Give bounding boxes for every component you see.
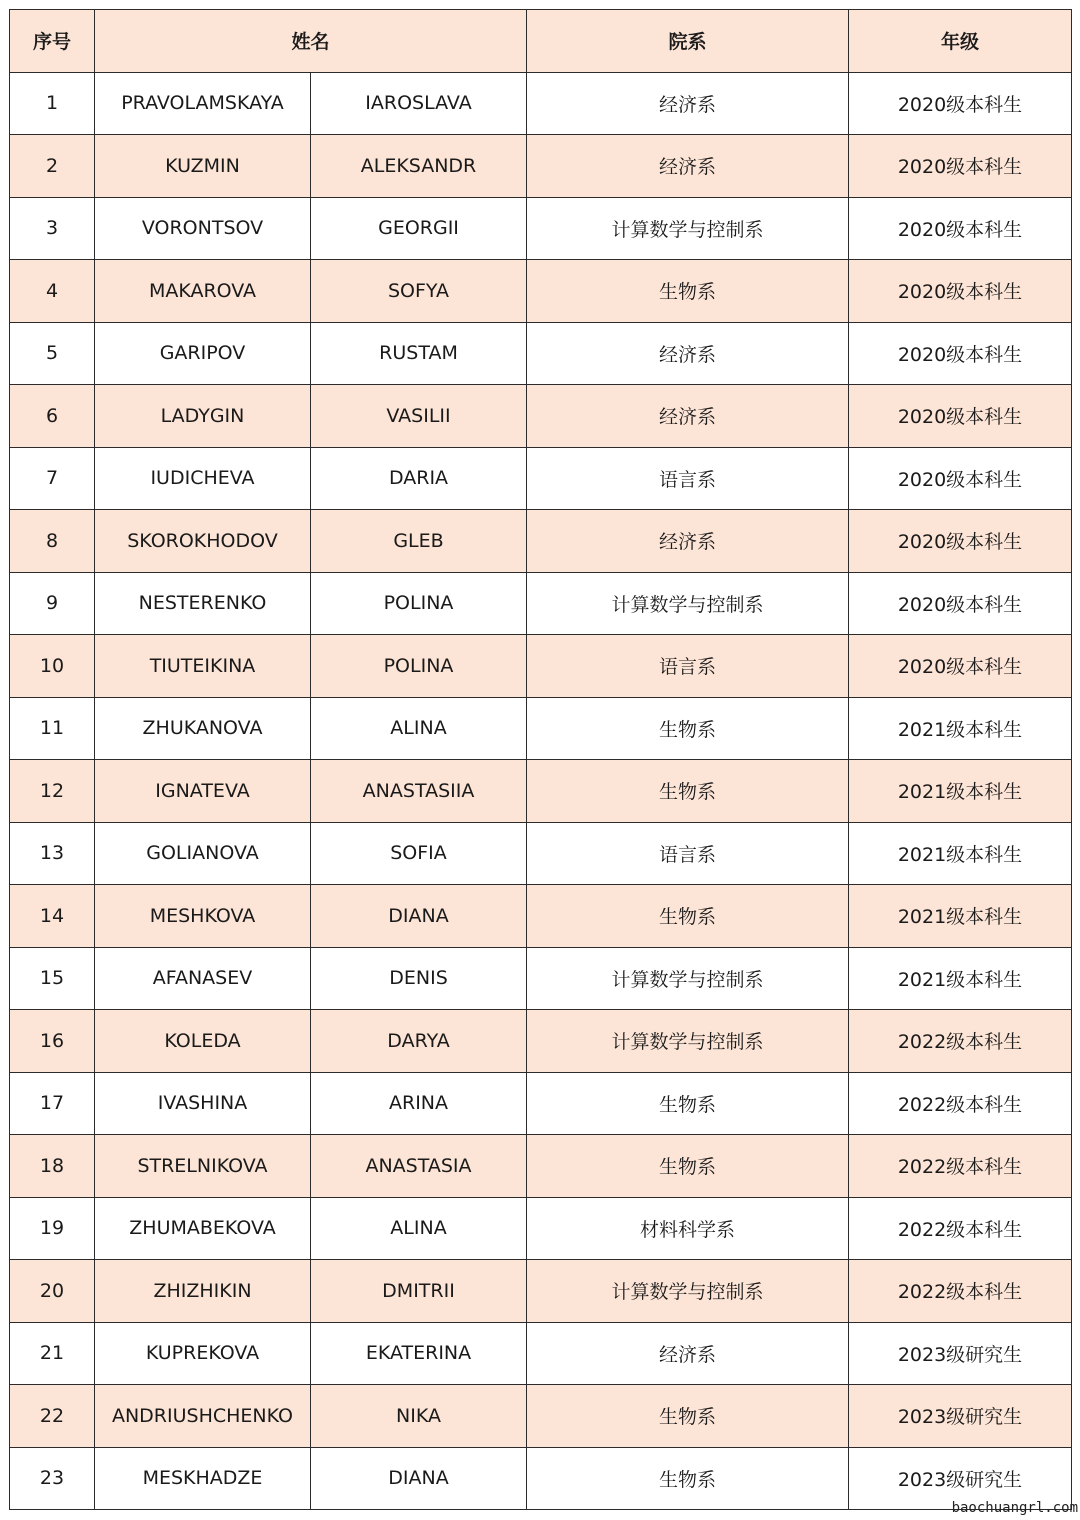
- cell-index: 14: [10, 885, 95, 948]
- table-row: [10, 885, 1072, 948]
- table-row: [10, 510, 1072, 573]
- cell-surname: GARIPOV: [95, 322, 311, 385]
- cell-index: 15: [10, 947, 95, 1010]
- cell-surname: VORONTSOV: [95, 197, 311, 260]
- cell-grade: 2023级研究生: [849, 1447, 1072, 1510]
- cell-department: 生物系: [527, 1135, 849, 1198]
- cell-surname: IUDICHEVA: [95, 447, 311, 510]
- table-row: [10, 947, 1072, 1010]
- cell-index: 4: [10, 260, 95, 323]
- cell-surname: IVASHINA: [95, 1072, 311, 1135]
- cell-index: 3: [10, 197, 95, 260]
- cell-given-name: ALINA: [311, 1197, 527, 1260]
- cell-index: 2: [10, 135, 95, 198]
- cell-department: 经济系: [527, 510, 849, 573]
- cell-given-name: ALEKSANDR: [311, 135, 527, 198]
- cell-grade: 2022级本科生: [849, 1072, 1072, 1135]
- table-row: [10, 1072, 1072, 1135]
- student-roster-table: [9, 9, 1072, 1510]
- table-row: [10, 760, 1072, 823]
- table-row: [10, 822, 1072, 885]
- cell-given-name: DIANA: [311, 1447, 527, 1510]
- cell-department: 经济系: [527, 72, 849, 135]
- cell-department: 经济系: [527, 1322, 849, 1385]
- cell-surname: LADYGIN: [95, 385, 311, 448]
- table-row: [10, 1260, 1072, 1323]
- cell-index: 11: [10, 697, 95, 760]
- cell-grade: 2020级本科生: [849, 72, 1072, 135]
- cell-grade: 2020级本科生: [849, 260, 1072, 323]
- cell-given-name: IAROSLAVA: [311, 72, 527, 135]
- cell-grade: 2021级本科生: [849, 760, 1072, 823]
- cell-grade: 2021级本科生: [849, 885, 1072, 948]
- cell-grade: 2021级本科生: [849, 947, 1072, 1010]
- cell-grade: 2021级本科生: [849, 822, 1072, 885]
- cell-grade: 2020级本科生: [849, 447, 1072, 510]
- cell-surname: KUPREKOVA: [95, 1322, 311, 1385]
- cell-index: 17: [10, 1072, 95, 1135]
- cell-surname: ZHUKANOVA: [95, 697, 311, 760]
- cell-given-name: DMITRII: [311, 1260, 527, 1323]
- table-row: [10, 1322, 1072, 1385]
- cell-given-name: DENIS: [311, 947, 527, 1010]
- cell-given-name: GLEB: [311, 510, 527, 573]
- cell-surname: ZHIZHIKIN: [95, 1260, 311, 1323]
- cell-department: 语言系: [527, 635, 849, 698]
- cell-surname: MESHKOVA: [95, 885, 311, 948]
- cell-department: 生物系: [527, 1385, 849, 1448]
- cell-grade: 2022级本科生: [849, 1135, 1072, 1198]
- cell-given-name: ALINA: [311, 697, 527, 760]
- cell-surname: ANDRIUSHCHENKO: [95, 1385, 311, 1448]
- cell-given-name: VASILII: [311, 385, 527, 448]
- cell-grade: 2022级本科生: [849, 1260, 1072, 1323]
- cell-surname: STRELNIKOVA: [95, 1135, 311, 1198]
- cell-grade: 2022级本科生: [849, 1197, 1072, 1260]
- cell-department: 语言系: [527, 822, 849, 885]
- table-header: [10, 10, 1072, 73]
- cell-index: 19: [10, 1197, 95, 1260]
- cell-given-name: ANASTASIA: [311, 1135, 527, 1198]
- cell-surname: ZHUMABEKOVA: [95, 1197, 311, 1260]
- header-index: 序号: [10, 10, 95, 73]
- cell-index: 16: [10, 1010, 95, 1073]
- cell-department: 计算数学与控制系: [527, 572, 849, 635]
- cell-index: 22: [10, 1385, 95, 1448]
- table-row: [10, 635, 1072, 698]
- header-name: 姓名: [95, 10, 527, 73]
- watermark: baochuangrl.com: [951, 1500, 1078, 1516]
- table-row: [10, 1197, 1072, 1260]
- cell-given-name: POLINA: [311, 635, 527, 698]
- table-row: [10, 1385, 1072, 1448]
- cell-surname: MESKHADZE: [95, 1447, 311, 1510]
- cell-surname: NESTERENKO: [95, 572, 311, 635]
- cell-index: 21: [10, 1322, 95, 1385]
- cell-index: 13: [10, 822, 95, 885]
- cell-given-name: GEORGII: [311, 197, 527, 260]
- header-department: 院系: [527, 10, 849, 73]
- cell-department: 生物系: [527, 260, 849, 323]
- cell-department: 生物系: [527, 1447, 849, 1510]
- cell-surname: KUZMIN: [95, 135, 311, 198]
- cell-department: 计算数学与控制系: [527, 947, 849, 1010]
- cell-department: 经济系: [527, 322, 849, 385]
- cell-grade: 2022级本科生: [849, 1010, 1072, 1073]
- cell-index: 5: [10, 322, 95, 385]
- cell-index: 7: [10, 447, 95, 510]
- cell-surname: MAKAROVA: [95, 260, 311, 323]
- cell-index: 8: [10, 510, 95, 573]
- cell-surname: SKOROKHODOV: [95, 510, 311, 573]
- header-row: [10, 10, 1072, 73]
- cell-given-name: DARYA: [311, 1010, 527, 1073]
- cell-surname: IGNATEVA: [95, 760, 311, 823]
- cell-department: 经济系: [527, 385, 849, 448]
- cell-grade: 2023级研究生: [849, 1322, 1072, 1385]
- cell-index: 18: [10, 1135, 95, 1198]
- cell-given-name: EKATERINA: [311, 1322, 527, 1385]
- cell-grade: 2020级本科生: [849, 197, 1072, 260]
- cell-given-name: SOFIA: [311, 822, 527, 885]
- cell-department: 计算数学与控制系: [527, 197, 849, 260]
- cell-department: 生物系: [527, 760, 849, 823]
- cell-department: 经济系: [527, 135, 849, 198]
- cell-index: 23: [10, 1447, 95, 1510]
- table-row: [10, 197, 1072, 260]
- cell-given-name: DARIA: [311, 447, 527, 510]
- cell-given-name: ARINA: [311, 1072, 527, 1135]
- table-row: [10, 322, 1072, 385]
- cell-surname: TIUTEIKINA: [95, 635, 311, 698]
- table-row: [10, 135, 1072, 198]
- cell-given-name: SOFYA: [311, 260, 527, 323]
- table-row: [10, 260, 1072, 323]
- cell-surname: AFANASEV: [95, 947, 311, 1010]
- cell-given-name: DIANA: [311, 885, 527, 948]
- cell-department: 生物系: [527, 885, 849, 948]
- cell-given-name: POLINA: [311, 572, 527, 635]
- cell-surname: KOLEDA: [95, 1010, 311, 1073]
- cell-department: 生物系: [527, 697, 849, 760]
- cell-index: 6: [10, 385, 95, 448]
- cell-given-name: NIKA: [311, 1385, 527, 1448]
- table-row: [10, 447, 1072, 510]
- cell-grade: 2020级本科生: [849, 635, 1072, 698]
- cell-grade: 2020级本科生: [849, 572, 1072, 635]
- cell-department: 材料科学系: [527, 1197, 849, 1260]
- cell-surname: PRAVOLAMSKAYA: [95, 72, 311, 135]
- cell-grade: 2021级本科生: [849, 697, 1072, 760]
- table-row: [10, 697, 1072, 760]
- cell-index: 9: [10, 572, 95, 635]
- table-row: [10, 72, 1072, 135]
- cell-grade: 2020级本科生: [849, 385, 1072, 448]
- cell-given-name: ANASTASIIA: [311, 760, 527, 823]
- table-row: [10, 572, 1072, 635]
- table-row: [10, 1010, 1072, 1073]
- cell-index: 20: [10, 1260, 95, 1323]
- cell-grade: 2020级本科生: [849, 135, 1072, 198]
- cell-grade: 2020级本科生: [849, 322, 1072, 385]
- cell-department: 生物系: [527, 1072, 849, 1135]
- table-row: [10, 1135, 1072, 1198]
- table-row: [10, 385, 1072, 448]
- cell-surname: GOLIANOVA: [95, 822, 311, 885]
- cell-department: 计算数学与控制系: [527, 1010, 849, 1073]
- table-row: [10, 1447, 1072, 1510]
- cell-grade: 2020级本科生: [849, 510, 1072, 573]
- cell-department: 计算数学与控制系: [527, 1260, 849, 1323]
- header-grade: 年级: [849, 10, 1072, 73]
- cell-index: 1: [10, 72, 95, 135]
- cell-department: 语言系: [527, 447, 849, 510]
- cell-index: 12: [10, 760, 95, 823]
- table-body: [10, 72, 1072, 1510]
- cell-given-name: RUSTAM: [311, 322, 527, 385]
- cell-index: 10: [10, 635, 95, 698]
- cell-grade: 2023级研究生: [849, 1385, 1072, 1448]
